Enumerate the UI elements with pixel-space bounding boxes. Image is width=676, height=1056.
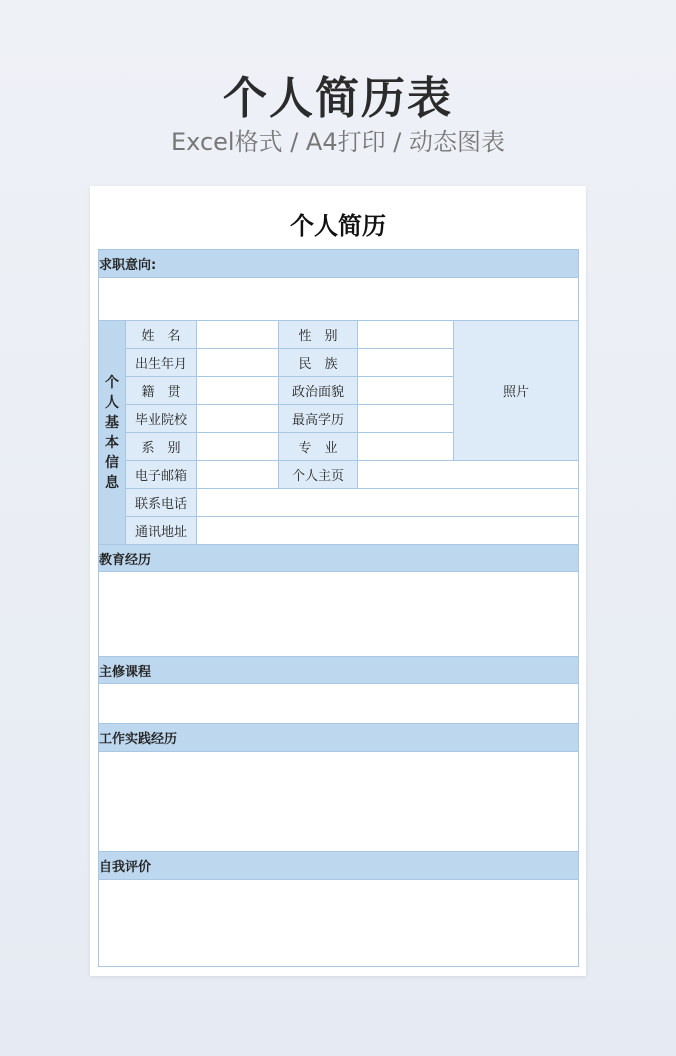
label-homepage: 个人主页	[279, 461, 358, 489]
label-name: 姓 名	[126, 321, 197, 349]
document-title: 个人简历	[290, 212, 386, 240]
homepage-field[interactable]	[358, 461, 579, 489]
political-field[interactable]	[358, 377, 454, 405]
resume-table	[98, 249, 579, 967]
name-field[interactable]	[197, 321, 279, 349]
gender-field[interactable]	[358, 321, 454, 349]
label-native-place: 籍 贯	[126, 377, 197, 405]
work-field[interactable]	[99, 752, 579, 852]
photo-box[interactable]: 照片	[454, 321, 579, 461]
job-intent-field[interactable]	[99, 278, 579, 321]
section-header-work: 工作实践经历	[99, 724, 579, 752]
label-major: 专 业	[279, 433, 358, 461]
section-header-job-intent: 求职意向:	[99, 250, 579, 278]
section-header-self-evaluation: 自我评价	[99, 852, 579, 880]
native-place-field[interactable]	[197, 377, 279, 405]
education-field[interactable]	[99, 572, 579, 657]
label-address: 通讯地址	[126, 517, 197, 545]
label-school: 毕业院校	[126, 405, 197, 433]
department-field[interactable]	[197, 433, 279, 461]
label-birth: 出生年月	[126, 349, 197, 377]
basic-info-label	[99, 321, 126, 545]
label-phone: 联系电话	[126, 489, 197, 517]
birth-field[interactable]	[197, 349, 279, 377]
self-evaluation-field[interactable]	[99, 880, 579, 967]
section-header-courses: 主修课程	[99, 657, 579, 684]
label-political: 政治面貌	[279, 377, 358, 405]
email-field[interactable]	[197, 461, 279, 489]
label-email: 电子邮箱	[126, 461, 197, 489]
resume-sheet	[90, 186, 586, 976]
basic-info-label-text: 个 人 基 本 信 息	[105, 374, 119, 491]
label-department: 系 别	[126, 433, 197, 461]
courses-field[interactable]	[99, 684, 579, 724]
school-field[interactable]	[197, 405, 279, 433]
label-gender: 性 别	[279, 321, 358, 349]
ethnicity-field[interactable]	[358, 349, 454, 377]
section-header-education: 教育经历	[99, 545, 579, 572]
phone-field[interactable]	[197, 489, 579, 517]
hero-title: 个人简历表	[223, 73, 453, 124]
major-field[interactable]	[358, 433, 454, 461]
degree-field[interactable]	[358, 405, 454, 433]
address-field[interactable]	[197, 517, 579, 545]
label-degree: 最高学历	[279, 405, 358, 433]
label-ethnicity: 民 族	[279, 349, 358, 377]
hero-subtitle: Excel格式 / A4打印 / 动态图表	[171, 128, 505, 156]
